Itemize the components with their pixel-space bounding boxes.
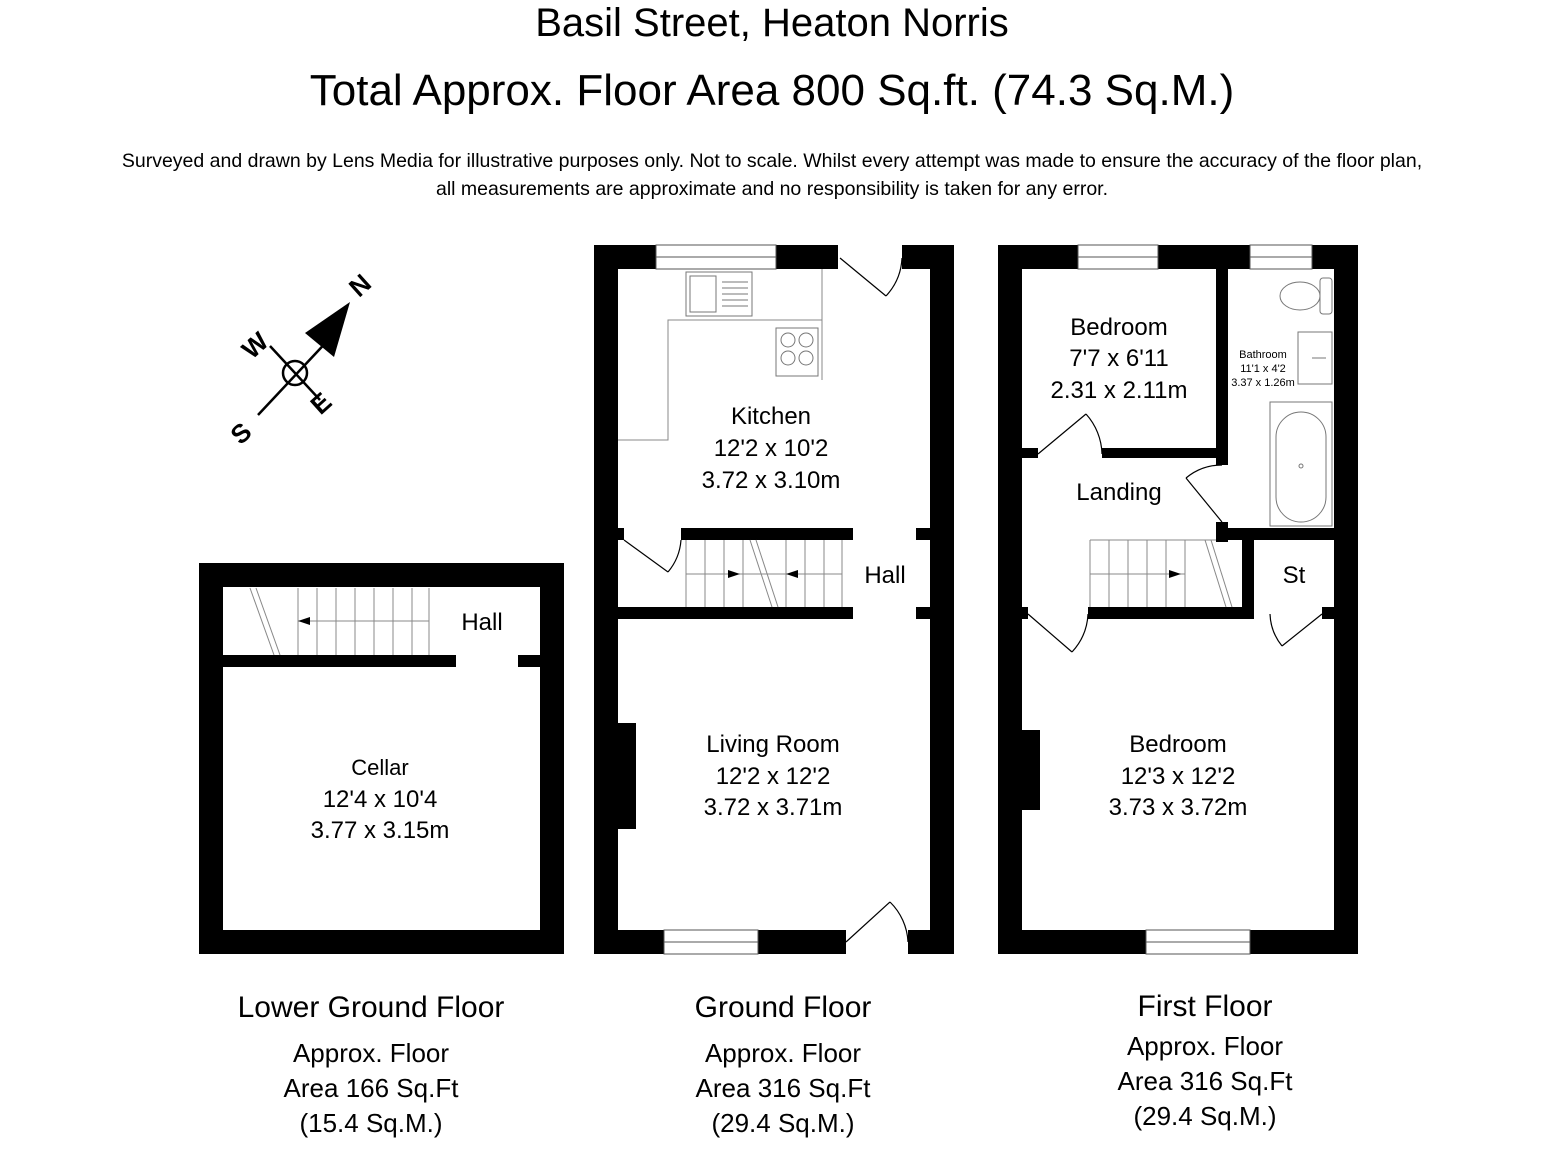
- room-metric-living-room: 3.72 x 3.71m: [703, 794, 843, 821]
- wall: [916, 528, 930, 540]
- room-label-lower-hall: Hall: [461, 609, 503, 636]
- wall: [1158, 245, 1250, 269]
- basin-icon: [1298, 332, 1332, 384]
- floor-caption-ground: [583, 990, 983, 1141]
- room-metric-bedroom-large: 3.73 x 3.72m: [1108, 794, 1248, 821]
- wall: [998, 930, 1146, 954]
- floor-name: First Floor: [1137, 990, 1273, 1023]
- staircase-icon: [1090, 540, 1232, 607]
- lower-ground-floor-plan: [199, 563, 564, 954]
- wall: [776, 245, 838, 269]
- door-icon: [624, 540, 681, 572]
- floor-area-line: Area 316 Sq.Ft: [1117, 1066, 1293, 1096]
- wall: [681, 528, 853, 540]
- total-floor-area: Total Approx. Floor Area 800 Sq.ft. (74.3 Sq.M.): [309, 66, 1235, 115]
- window-icon: [656, 245, 776, 269]
- window-icon: [664, 930, 758, 954]
- room-imperial-cellar: 12'4 x 10'4: [322, 786, 438, 813]
- wall: [998, 245, 1022, 954]
- wall: [618, 528, 624, 540]
- floor-area-line: Approx. Floor: [704, 1038, 862, 1068]
- stair-arrow-icon: [786, 570, 798, 578]
- room-name-cellar: Cellar: [351, 755, 409, 780]
- door-icon: [1270, 614, 1322, 646]
- wall: [594, 245, 618, 954]
- wall: [1022, 448, 1038, 458]
- door-icon: [1028, 614, 1088, 652]
- wall: [1216, 522, 1228, 542]
- floor-area-line: Approx. Floor: [292, 1038, 450, 1068]
- floor-area-line: Area 166 Sq.Ft: [283, 1073, 459, 1103]
- door-icon: [1038, 414, 1102, 454]
- bath-icon: [1270, 402, 1332, 526]
- floor-area-line: (29.4 Sq.M.): [1133, 1101, 1277, 1131]
- door-icon: [840, 258, 902, 296]
- floor-area-line: Approx. Floor: [1126, 1031, 1284, 1061]
- wall: [199, 930, 564, 954]
- wall: [916, 607, 930, 619]
- room-label-store: St: [1282, 562, 1306, 589]
- floor-caption-first: [1005, 989, 1405, 1134]
- compass-icon: [224, 268, 376, 450]
- wall: [1250, 930, 1358, 954]
- ground-floor-plan: [594, 245, 954, 954]
- sink-icon: [686, 272, 752, 316]
- room-name-kitchen: Kitchen: [730, 403, 812, 430]
- floor-area-line: (29.4 Sq.M.): [711, 1108, 855, 1138]
- wall: [1334, 245, 1358, 954]
- wall: [1102, 448, 1228, 458]
- room-metric-kitchen: 3.72 x 3.10m: [701, 467, 841, 494]
- chimney-breast: [618, 723, 636, 829]
- room-name-bedroom-small: Bedroom: [1070, 314, 1168, 341]
- room-metric-bedroom-small: 2.31 x 2.11m: [1050, 377, 1188, 404]
- wall: [1322, 607, 1334, 619]
- wall: [1228, 528, 1334, 540]
- first-floor-plan: [998, 245, 1358, 954]
- wall: [518, 655, 540, 667]
- room-name-living-room: Living Room: [706, 731, 840, 758]
- floor-area-line: Area 316 Sq.Ft: [695, 1073, 871, 1103]
- room-metric-cellar: 3.77 x 3.15m: [310, 817, 450, 844]
- room-label-landing: Landing: [1076, 479, 1162, 506]
- floor-name: Lower Ground Floor: [237, 991, 505, 1024]
- wall: [594, 930, 664, 954]
- staircase-icon: [250, 588, 429, 655]
- wall: [540, 563, 564, 954]
- wall: [618, 607, 853, 619]
- room-metric-bathroom: 3.37 x 1.26m: [1231, 377, 1295, 389]
- wall: [223, 655, 456, 667]
- wall: [199, 563, 223, 954]
- room-name-bedroom-large: Bedroom: [1129, 731, 1227, 758]
- compass-south-label: S: [224, 416, 258, 451]
- door-icon: [1186, 465, 1222, 522]
- compass-east-label: E: [304, 386, 338, 421]
- room-label-ground-hall: Hall: [864, 562, 906, 589]
- wall: [1216, 269, 1228, 465]
- wall: [1022, 607, 1028, 619]
- chimney-breast: [1022, 730, 1040, 810]
- wall: [758, 930, 846, 954]
- floor-area-line: (15.4 Sq.M.): [299, 1108, 443, 1138]
- room-imperial-bedroom-small: 7'7 x 6'11: [1069, 345, 1169, 372]
- floor-name: Ground Floor: [694, 991, 872, 1024]
- window-icon: [1146, 930, 1250, 954]
- room-imperial-bathroom: 11'1 x 4'2: [1240, 363, 1286, 375]
- room-imperial-bedroom-large: 12'3 x 12'2: [1120, 763, 1236, 790]
- compass-west-label: W: [235, 325, 275, 365]
- disclaimer-line-1: Surveyed and drawn by Lens Media for illustrative purposes only. Not to scale. Whilst every attempt was made to ensure the accuracy of the floor plan,: [121, 150, 1423, 172]
- stair-arrow-icon: [298, 617, 310, 625]
- staircase-icon: [686, 540, 842, 607]
- toilet-icon: [1280, 278, 1332, 314]
- disclaimer-line-2: all measurements are approximate and no responsibility is taken for any error.: [436, 178, 1108, 200]
- stair-arrow-icon: [728, 570, 740, 578]
- stair-arrow-icon: [1169, 570, 1181, 578]
- compass-north-label: N: [342, 267, 377, 303]
- wall: [1242, 540, 1254, 618]
- door-icon: [846, 902, 908, 942]
- plan-title: Basil Street, Heaton Norris: [535, 1, 1009, 45]
- hob-icon: [776, 328, 818, 376]
- room-name-bathroom: Bathroom: [1239, 349, 1287, 361]
- wall: [199, 563, 564, 587]
- wall: [908, 930, 954, 954]
- room-imperial-living-room: 12'2 x 12'2: [715, 763, 831, 790]
- floor-caption-lower-ground: [171, 990, 571, 1141]
- wall: [930, 245, 954, 954]
- room-imperial-kitchen: 12'2 x 10'2: [713, 435, 829, 462]
- wall: [1088, 607, 1254, 619]
